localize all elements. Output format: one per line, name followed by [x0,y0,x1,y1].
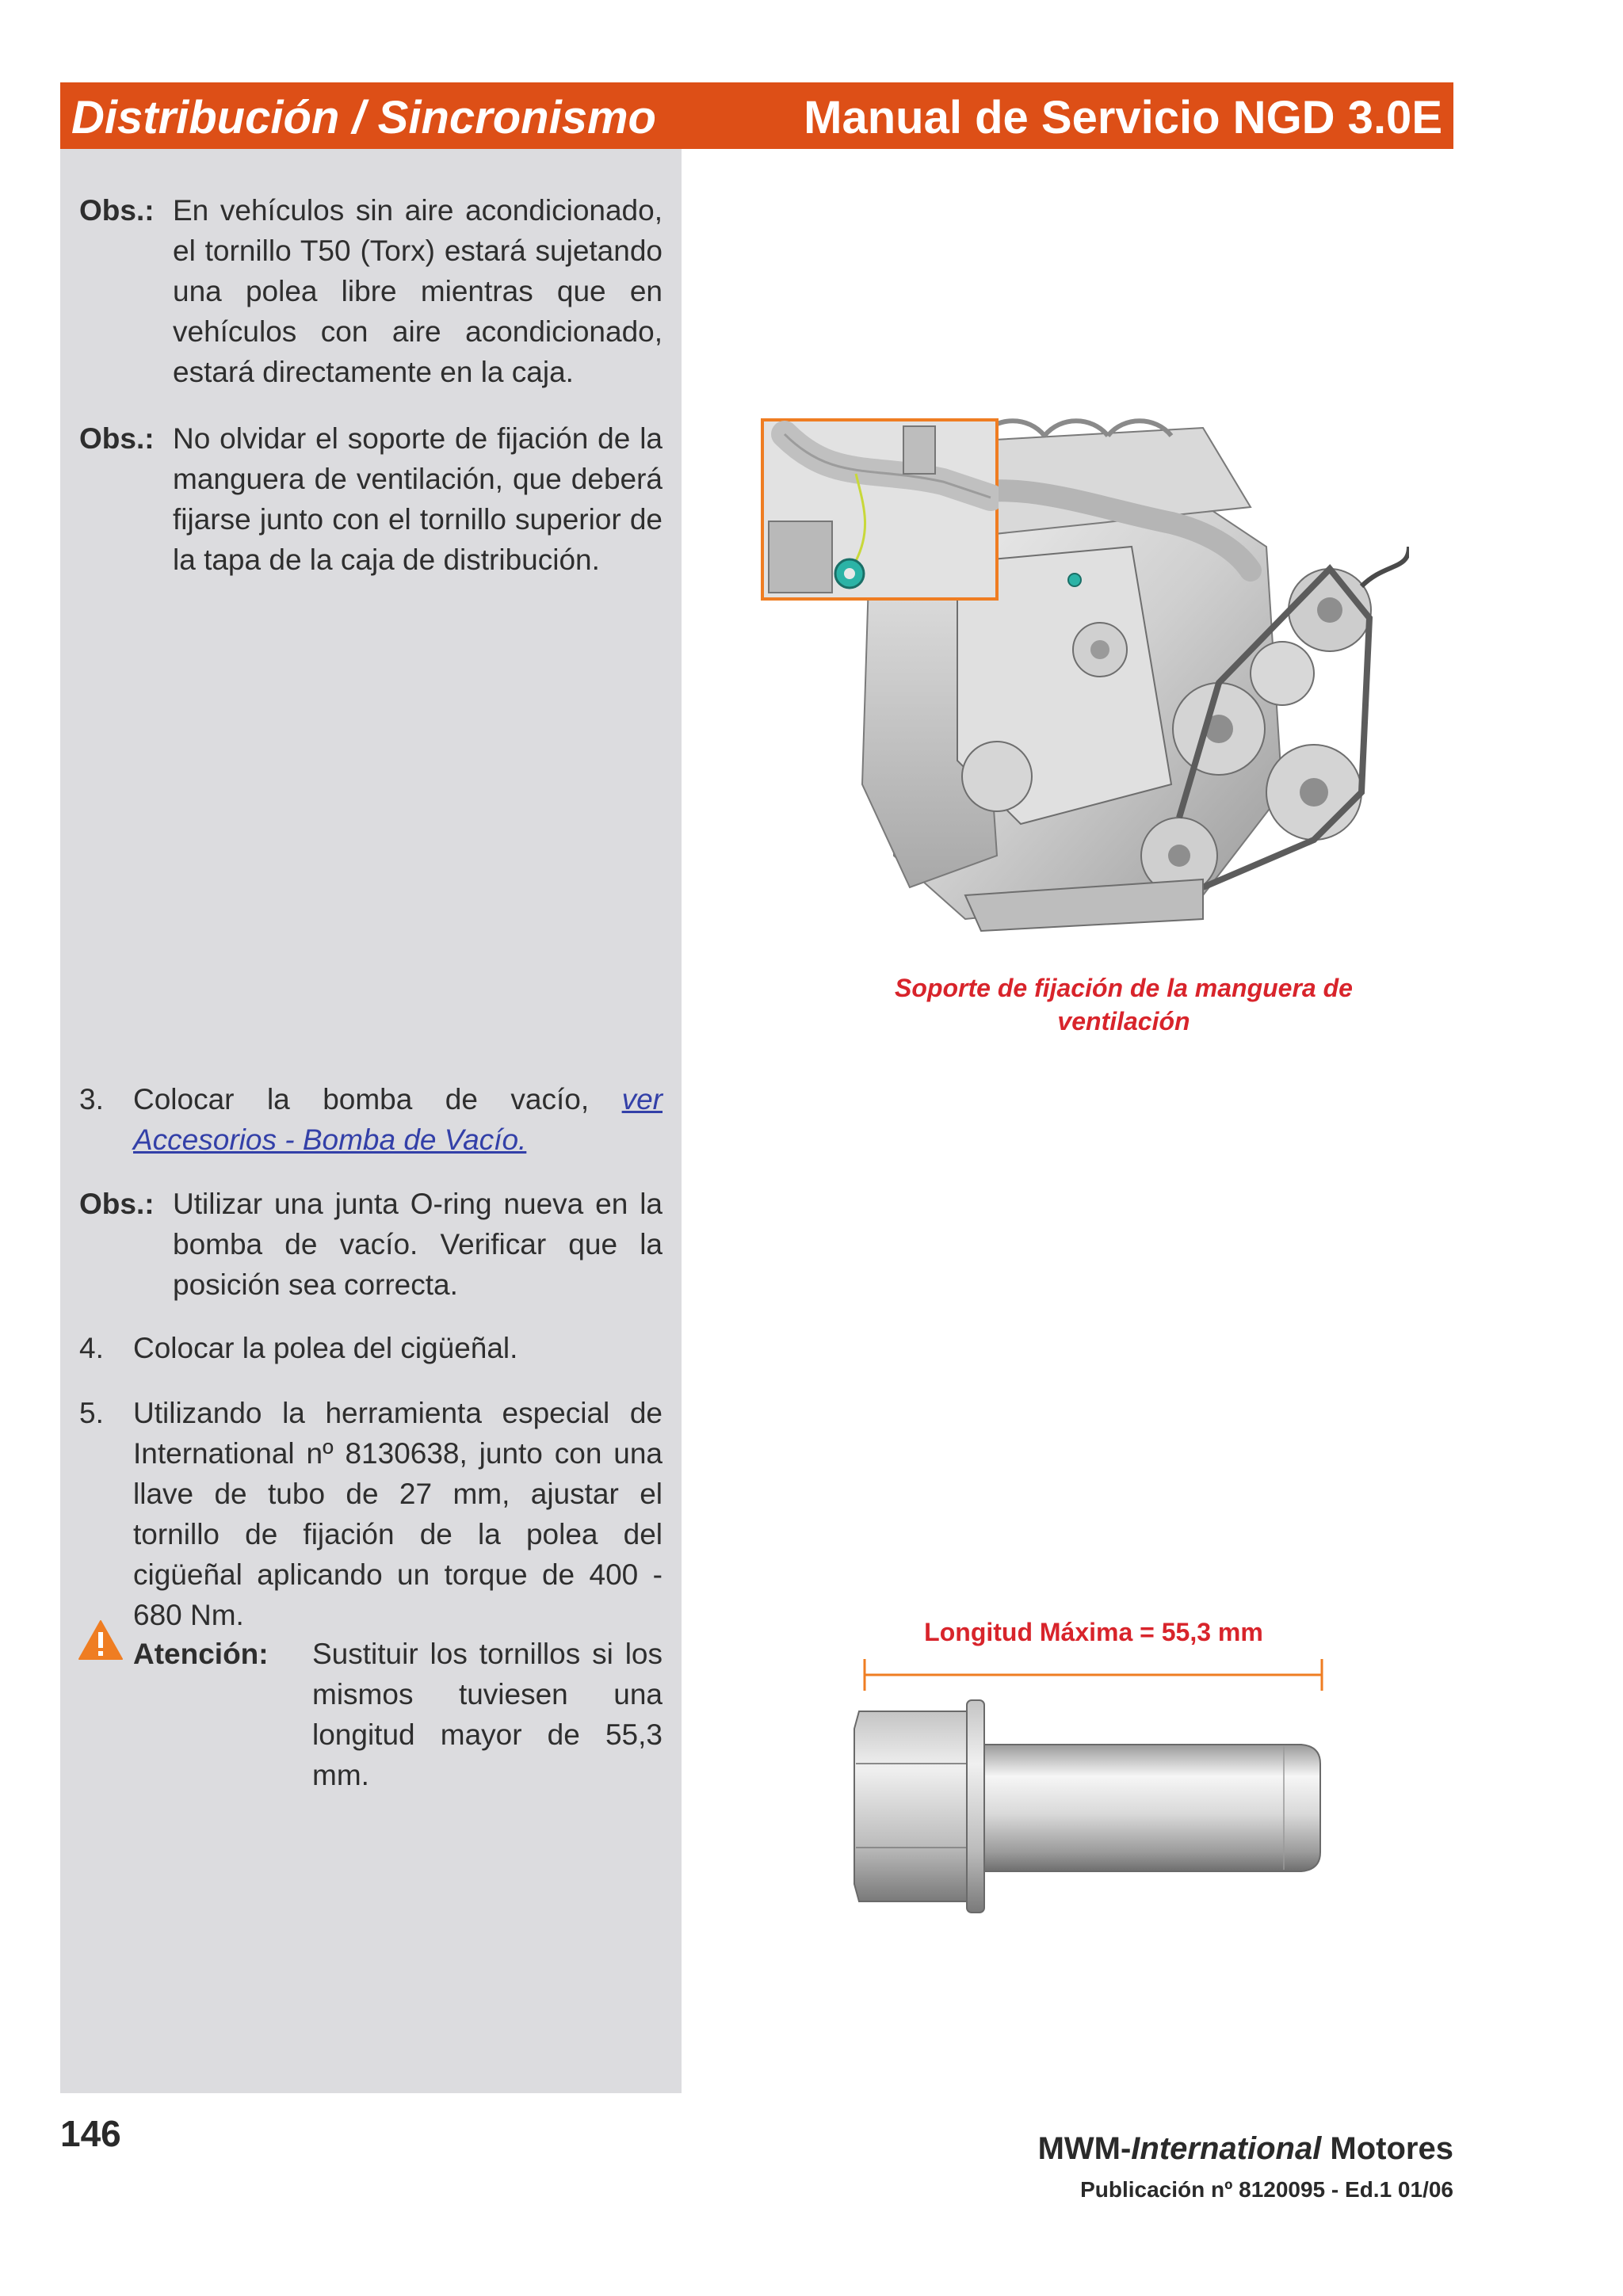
manual-title: Manual de Servicio NGD 3.0E [804,92,1442,143]
brand-italic: International [1131,2131,1322,2166]
attention-text: Sustituir los tornillos si los mismos tuviesen una longitud mayor de 55,3 mm. [312,1638,663,1791]
step-4 [79,1328,663,1372]
brand-suffix: Motores [1321,2131,1453,2166]
footer-brand [1038,2131,1453,2167]
step-number: 3. [79,1083,104,1116]
note-obs-2 [79,418,663,585]
accessories-vacuum-pump-link[interactable]: ver Accesorios - Bomba de Vacío. [133,1083,663,1156]
engine-figure-caption: Soporte de fijación de la manguera de ventilación [895,974,1353,1035]
page-number: 146 [60,2113,121,2154]
obs-text: Utilizar una junta O-ring nueva en la bomba de vacío. Verificar que la posición sea correcta. [173,1188,663,1301]
brand-prefix: MWM- [1037,2131,1132,2166]
publication-info: Publicación nº 8120095 - Ed.1 01/06 [1080,2177,1453,2202]
step-text: Utilizando la herramienta especial de International nº 8130638, junto con una llave de tubo de 27 mm, ajustar el tornillo de fijación de la polea del cigüeñal aplicando un torque de 400 - 680 Nm. [133,1397,663,1631]
max-length-label: Longitud Máxima = 55,3 mm [924,1618,1263,1646]
obs-label: Obs.: [79,422,155,455]
step-5 [79,1393,663,1631]
detail-inset [761,418,999,601]
obs-label: Obs.: [79,1188,155,1220]
warning-icon [78,1619,124,1661]
step-text-main: Colocar la bomba de vacío, [133,1083,590,1116]
step-text [133,1079,663,1160]
step-text: Colocar la polea del cigüeñal. [133,1332,518,1364]
attention-text-block [312,1634,663,1791]
step-3 [79,1079,663,1166]
bolt-illustration [848,1645,1339,1930]
obs-text: No olvidar el soporte de fijación de la manguera de ventilación, que deberá fijarse junto con el tornillo superior de la tapa de la caja de distribución. [173,422,663,576]
obs-text: En vehículos sin aire acondicionado, el tornillo T50 (Torx) estará sujetando una polea libre mientras que en vehículos con aire acondicionado, estará directamente en la caja. [173,194,663,388]
note-obs-1 [79,190,663,396]
step-number: 5. [79,1397,104,1429]
section-title: Distribución / Sincronismo [71,92,656,143]
header-bar [60,82,1453,149]
attention-label: Atención: [133,1638,269,1670]
note-obs-3 [79,1184,663,1310]
step-number: 4. [79,1332,104,1364]
obs-label: Obs.: [79,194,155,227]
